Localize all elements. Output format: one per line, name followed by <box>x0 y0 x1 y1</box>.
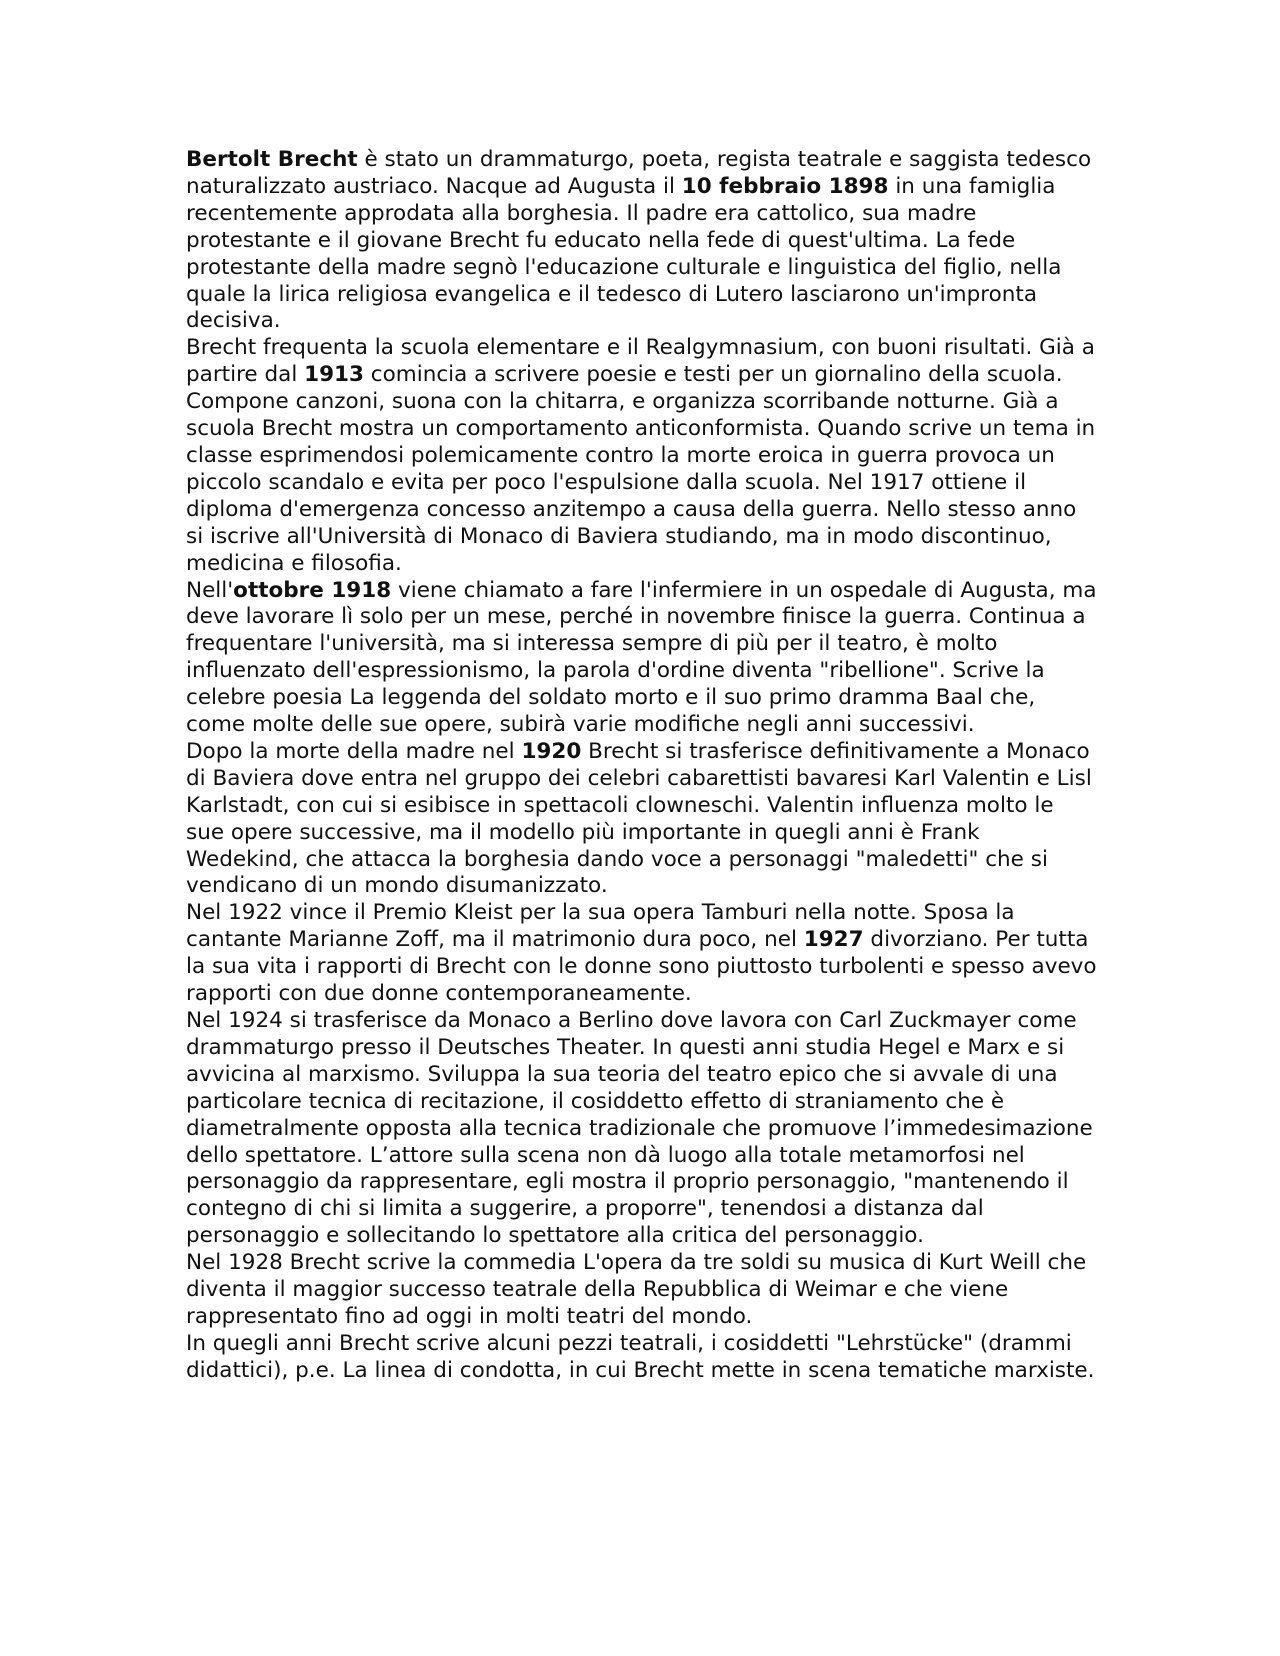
text-segment: Brecht si trasferisce definitivamente a Monaco di Baviera dove entra nel gruppo dei celebri cabarettisti bavaresi Karl Valentin e Lisl Karlstadt, con cui si esibisce in spettacoli clowneschi. Valentin influenza molto le sue opere successive, ma il modello più importante in quegli anni è Frank Wedekind, che attacca la borghesia dando voce a personaggi "maledetti" che si vendicano di un mondo disumanizzato. <box>186 738 1092 899</box>
text-segment: in una famiglia recentemente approdata alla borghesia. Il padre era cattolico, sua madre protestante e il giovane Brecht fu educato nella fede di quest'ultima. La fede protestante della madre segnò l'educazione culturale e linguistica del figlio, nella quale la lirica religiosa evangelica e il tedesco di Lutero lasciarono un'impronta decisiva. <box>186 173 1062 334</box>
text-segment: Nel 1928 Brecht scrive la commedia L'opera da tre soldi su musica di Kurt Weill che diventa il maggior successo teatrale della Repubblica di Weimar e che viene rappresentato fino ad oggi in molti teatri del mondo. <box>186 1250 1087 1329</box>
text-segment: 1927 <box>803 927 864 953</box>
text-segment: comincia a scrivere poesie e testi per un giornalino della scuola. Compone canzoni, suona con la chitarra, e organizza scorribande notturne. Già a scuola Brecht mostra un comportamento anticonformista. Quando scrive un tema in classe esprimendosi polemicamente contro la morte eroica in guerra provoca un piccolo scandalo e evita per poco l'espulsione dalla scuola. Nel 1917 ottiene il diploma d'emergenza concesso anzitempo a causa della guerra. Nello stesso anno si iscrive all'Università di Monaco di Baviera studiando, ma in modo discontinuo, medicina e filosofia. <box>186 362 1096 576</box>
text-segment: divorziano. Per tutta la sua vita i rapporti di Brecht con le donne sono piuttosto turbolenti e spesso avevo rapporti con due donne contemporaneamente. <box>186 927 1097 1007</box>
paragraph-6 <box>186 1008 1098 1250</box>
paragraph-2 <box>186 335 1098 577</box>
text-segment: Nel 1924 si trasferisce da Monaco a Berlino dove lavora con Carl Zuckmayer come drammaturgo presso il Deutsches Theater. In questi anni studia Hegel e Marx e si avvicina al marxismo. Sviluppa la sua teoria del teatro epico che si avvale di una particolare tecnica di recitazione, il cosiddetto effetto di straniamento che è diametralmente opposta alla tecnica tradizionale che promuove l’immedesimazione dello spettatore. L’attore sulla scena non dà luogo alla totale metamorfosi nel personaggio da rappresentare, egli mostra il proprio personaggio, "mantenendo il contegno di chi si limita a suggerire, a proporre", tenendosi a distanza dal personaggio e sollecitando lo spettatore alla critica del personaggio. <box>186 1008 1093 1249</box>
text-segment: Brecht frequenta la scuola elementare e il Realgymnasium, con buoni risultati. Già a partire dal <box>186 335 1095 388</box>
text-segment: ottobre 1918 <box>233 577 392 603</box>
document-page <box>186 147 1098 1385</box>
text-segment: Nell' <box>186 577 234 603</box>
text-segment: Nel 1922 vince il Premio Kleist per la sua opera Tamburi nella notte. Sposa la cantante Marianne Zoff, ma il matrimonio dura poco, nel <box>186 900 1015 953</box>
paragraph-1 <box>186 147 1098 335</box>
paragraph-5 <box>186 900 1098 1008</box>
text-segment: 10 febbraio 1898 <box>681 173 889 199</box>
text-segment: viene chiamato a fare l'infermiere in un ospedale di Augusta, ma deve lavorare lì solo per un mese, perché in novembre finisce la guerra. Continua a frequentare l'università, ma si interessa sempre di più per il teatro, è molto influenzato dell'espressionismo, la parola d'ordine diventa "ribellione". Scrive la celebre poesia La leggenda del soldato morto e il suo primo dramma Baal che, come molte delle sue opere, subirà varie modifiche negli anni successivi. <box>186 577 1097 738</box>
text-segment: 1920 <box>521 738 582 764</box>
text-segment: Dopo la morte della madre nel <box>186 738 522 764</box>
paragraph-3 <box>186 578 1098 739</box>
paragraph-8 <box>186 1331 1098 1385</box>
text-segment: In quegli anni Brecht scrive alcuni pezzi teatrali, i cosiddetti "Lehrstücke" (drammi didattici), p.e. La linea di condotta, in cui Brecht mette in scena tematiche marxiste. <box>186 1330 1095 1383</box>
text-segment: 1913 <box>304 362 364 388</box>
text-segment: Bertolt Brecht <box>186 147 358 172</box>
text-segment: è stato un drammaturgo, poeta, regista teatrale e saggista tedesco naturalizzato austriaco. Nacque ad Augusta il <box>186 147 1092 199</box>
paragraph-7 <box>186 1250 1098 1331</box>
paragraph-4 <box>186 739 1098 900</box>
